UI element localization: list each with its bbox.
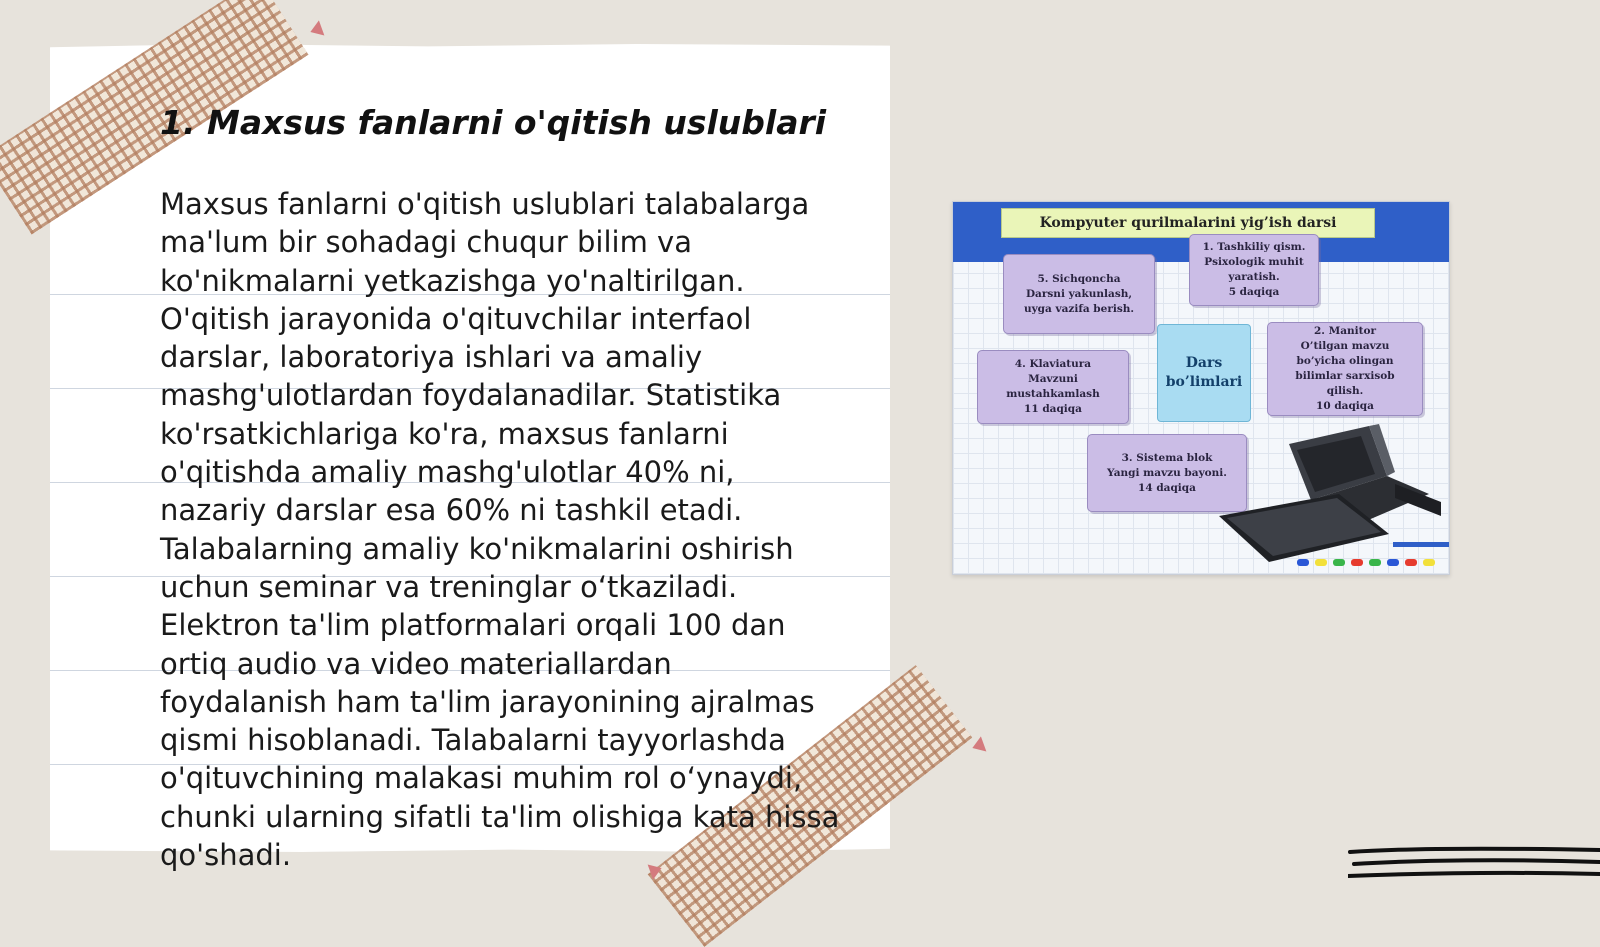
slide-title: 1. Maxsus fanlarni o'qitish uslublari (160, 103, 827, 142)
lesson-step-text: 5. Sichqoncha Darsni yakunlash, uyga vazifa berish. (1023, 272, 1135, 315)
lesson-step-5 (1003, 254, 1155, 334)
lesson-step-text: 2. Manitor O’tilgan mavzu bo’yicha olingan bilimlar sarxisob qilish. 10 daqiqa (1295, 325, 1395, 412)
lesson-sections-center: Dars bo’limlari (1157, 324, 1251, 422)
lesson-step-1 (1189, 234, 1319, 306)
lesson-step-2 (1267, 322, 1423, 416)
lesson-step-text: 3. Sistema blok Yangi mavzu bayoni. 14 daqiqa (1107, 451, 1227, 494)
lesson-step-text: 1. Tashkiliy qism. Psixologik muhit yaratish. 5 daqiqa (1202, 241, 1306, 298)
lesson-structure-illustration (952, 201, 1450, 575)
tape-corner-decoration (970, 736, 987, 755)
decorative-blue-line (1393, 542, 1449, 547)
lesson-step-text: 4. Klaviatura Mavzuni mustahkamlash 11 daqiqa (1006, 358, 1100, 415)
tape-corner-decoration (308, 20, 325, 39)
lesson-step-4 (977, 350, 1129, 424)
decorative-shapes (1297, 559, 1435, 566)
slide-body-text: Maxsus fanlarni o'qitish uslublari talabalarga ma'lum bir sohadagi chuqur bilim va ko'nikmalarni yetkazishga yo'naltirilgan. O'qitish jarayonida o'qituvchilar interfaol darslar, laboratoriya ishlari va amaliy mashg'ulotlardan foydalanadilar. Statistika ko'rsatkichlariga ko'ra, maxsus fanlarni o'qitishda amaliy mashg'ulotlar 40% ni, nazariy darslar esa 60% ni tashkil etadi. Talabalarning amaliy ko'nikmalarini oshirish uchun seminar va treninglar oʻtkaziladi. Elektron ta'lim platformalari orqali 100 dan ortiq audio va video materiallardan foydalanish ham ta'lim jarayonining ajralmas qismi hisoblanadi. Talabalarni tayyorlashda o'qituvchining malakasi muhim rol oʻynaydi, chunki ularning sifatli ta'lim olishiga kata hissa qo'shadi. (160, 187, 840, 873)
illustration-title: Kompyuter qurilmalarini yig’ish darsi (1001, 208, 1375, 238)
decorative-scribble-lines (1348, 846, 1600, 890)
